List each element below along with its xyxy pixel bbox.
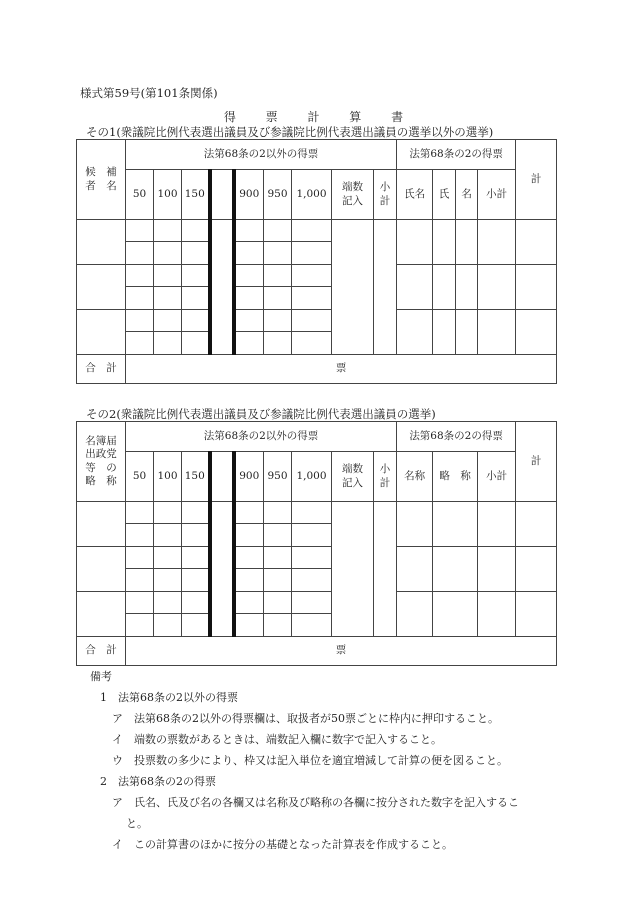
fraction-entry-header: 端数 記入 xyxy=(332,452,374,502)
group-a-header: 法第68条の2以外の得票 xyxy=(126,422,397,452)
fraction-entry-header: 端数 記入 xyxy=(332,170,374,220)
col-50: 50 xyxy=(126,452,154,502)
note-1a: ア 法第68条の2以外の得票欄は、取扱者が50票ごとに枠内に押印すること。 xyxy=(112,712,499,725)
subtotal-cell[interactable] xyxy=(374,220,397,355)
note-2-heading: 2 法第68条の2の得票 xyxy=(100,775,216,788)
sum-votes[interactable]: 票 xyxy=(126,637,557,666)
col-b-subtotal: 小計 xyxy=(478,452,516,502)
party-cell[interactable] xyxy=(77,547,126,592)
note-2a-continued: と。 xyxy=(126,817,148,830)
col-name: 名称 xyxy=(397,452,433,502)
note-1-heading: 1 法第68条の2以外の得票 xyxy=(100,691,238,704)
note-2a: ア 氏名、氏及び名の各欄又は名称及び略称の各欄に按分された数字を記入するこ xyxy=(112,796,519,809)
sum-label: 合 計 xyxy=(77,637,126,666)
part2-title: その2(衆議院比例代表選出議員及び参議院比例代表選出議員の選挙) xyxy=(86,407,436,421)
subtotal-cell[interactable] xyxy=(374,502,397,637)
omission-gap xyxy=(210,170,234,220)
total-column-header: 計 xyxy=(516,140,557,220)
part1-table xyxy=(76,139,557,384)
omission-gap xyxy=(210,452,234,502)
group-b-header: 法第68条の2の得票 xyxy=(397,140,516,170)
party-cell[interactable] xyxy=(77,502,126,547)
part2-table xyxy=(76,421,557,666)
candidate-cell[interactable] xyxy=(77,265,126,310)
note-1u: ウ 投票数の多少により、枠又は記入単位を適宜増減して計算の便を図ること。 xyxy=(112,754,508,767)
col-150: 150 xyxy=(182,452,210,502)
part1-title: その1(衆議院比例代表選出議員及び参議院比例代表選出議員の選挙以外の選挙) xyxy=(86,125,494,139)
col-50: 50 xyxy=(126,170,154,220)
col-1000: 1,000 xyxy=(292,170,332,220)
document-title: 得 票 計 算 書 xyxy=(223,110,417,124)
note-1i: イ 端数の票数があるときは、端数記入欄に数字で記入すること。 xyxy=(112,733,442,746)
col-900: 900 xyxy=(234,452,264,502)
party-abbreviation-header: 名簿届 出政党 等 の 略 称 xyxy=(77,422,126,502)
col-100: 100 xyxy=(154,170,182,220)
form-number: 様式第59号(第101条関係) xyxy=(80,86,218,100)
col-950: 950 xyxy=(264,452,292,502)
group-a-header: 法第68条の2以外の得票 xyxy=(126,140,397,170)
group-b-header: 法第68条の2の得票 xyxy=(397,422,516,452)
subtotal-header: 小 計 xyxy=(374,452,397,502)
note-2i: イ この計算書のほかに按分の基礎となった計算表を作成すること。 xyxy=(112,838,453,851)
col-950: 950 xyxy=(264,170,292,220)
col-900: 900 xyxy=(234,170,264,220)
col-1000: 1,000 xyxy=(292,452,332,502)
sum-label: 合 計 xyxy=(77,355,126,384)
party-cell[interactable] xyxy=(77,592,126,637)
fraction-entry-cell[interactable] xyxy=(332,502,374,637)
col-given-name: 名 xyxy=(456,170,478,220)
subtotal-header: 小 計 xyxy=(374,170,397,220)
col-150: 150 xyxy=(182,170,210,220)
col-abbreviation: 略 称 xyxy=(433,452,478,502)
col-b-subtotal: 小計 xyxy=(478,170,516,220)
sum-votes[interactable]: 票 xyxy=(126,355,557,384)
col-surname: 氏 xyxy=(433,170,456,220)
candidate-cell[interactable] xyxy=(77,220,126,265)
fraction-entry-cell[interactable] xyxy=(332,220,374,355)
candidate-cell[interactable] xyxy=(77,310,126,355)
col-full-name: 氏名 xyxy=(397,170,433,220)
candidate-name-header: 候 補 者 名 xyxy=(77,140,126,220)
col-100: 100 xyxy=(154,452,182,502)
notes-heading: 備考 xyxy=(90,670,112,683)
notes-section xyxy=(84,666,519,855)
total-column-header: 計 xyxy=(516,422,557,502)
